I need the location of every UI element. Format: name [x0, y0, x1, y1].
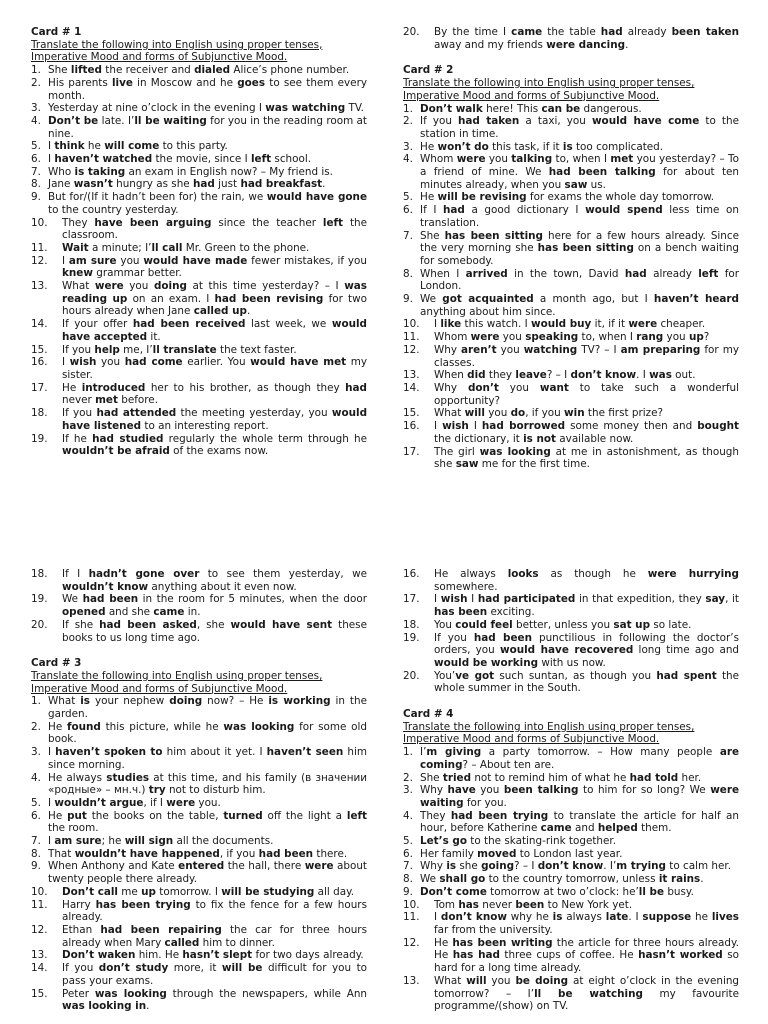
- exercise-number: 9.: [403, 293, 413, 306]
- exercise-number: 11.: [31, 241, 48, 254]
- exercise-text: I am sure; he will sign all the documents.: [48, 835, 274, 848]
- exercise-number: 13.: [31, 280, 48, 293]
- exercise-item: [31, 178, 367, 191]
- card-instruction: Translate the following into English using proper tenses, Imperative Mood and forms of Subjunctive Mood.: [403, 720, 695, 746]
- exercise-number: 7.: [31, 165, 41, 178]
- exercise-text: Yesterday at nine o’clock in the evening I was watching TV.: [48, 102, 364, 115]
- exercise-number: 8.: [31, 847, 41, 860]
- exercise-item: [403, 26, 739, 51]
- exercise-item: [31, 382, 367, 407]
- exercise-item: [403, 886, 739, 899]
- exercise-text: Don’t be late. I’ll be waiting for you in the reading room at nine.: [48, 114, 367, 140]
- exercise-text: We got acquainted a month ago, but I haven’t heard anything about him since.: [420, 293, 739, 318]
- exercise-number: 14.: [403, 381, 420, 394]
- card-title: Card # 2: [403, 64, 454, 77]
- card-instruction: Translate the following into English using proper tenses, Imperative Mood and forms of Subjunctive Mood.: [31, 669, 323, 695]
- exercise-item: [31, 695, 367, 720]
- exercise-text: You’ve got such suntan, as though you had spent the whole summer in the South.: [434, 669, 740, 695]
- exercise-number: 18.: [31, 568, 48, 580]
- exercise-number: 4.: [403, 153, 413, 166]
- exercise-number: 8.: [403, 873, 413, 886]
- exercise-number: 5.: [403, 191, 413, 204]
- exercise-list: [31, 568, 367, 644]
- exercise-text: By the time I came the table had already been taken away and my friends were dancing.: [434, 26, 739, 51]
- exercise-text: He will be revising for exams the whole day tomorrow.: [420, 191, 715, 204]
- exercise-number: 17.: [31, 381, 48, 394]
- exercise-item: [403, 848, 739, 861]
- exercise-text: He found this picture, while he was looking for some old book.: [48, 720, 367, 746]
- exercise-number: 9.: [31, 860, 41, 873]
- exercise-item: [31, 721, 367, 746]
- exercise-item: [403, 911, 739, 936]
- exercise-text: If you had taken a taxi, you would have come to the station in time.: [420, 115, 739, 140]
- exercise-number: 3.: [31, 102, 41, 115]
- exercise-text: If he had studied regularly the whole term through he wouldn’t be afraid of the exams now.: [62, 432, 368, 458]
- exercise-item: [31, 242, 367, 255]
- exercise-text: Why don’t you want to take such a wonderful opportunity?: [434, 381, 739, 407]
- exercise-item: [31, 899, 367, 924]
- exercise-number: 5.: [403, 835, 413, 848]
- exercise-item: [403, 369, 739, 382]
- exercise-number: 14.: [31, 318, 48, 331]
- exercise-number: 11.: [403, 331, 420, 344]
- exercise-text: We had been in the room for 5 minutes, when the door opened and she came in.: [62, 593, 367, 619]
- exercise-text: If you had attended the meeting yesterday, you would have listened to an interesting report.: [62, 407, 368, 432]
- exercise-item: [31, 356, 367, 381]
- card-title: Card # 4: [403, 708, 454, 721]
- exercise-item: [403, 835, 739, 848]
- exercise-number: 12.: [31, 254, 48, 267]
- exercise-number: 4.: [403, 809, 413, 822]
- exercise-number: 10.: [403, 898, 420, 911]
- exercise-number: 10.: [31, 216, 48, 229]
- exercise-item: [403, 153, 739, 191]
- exercise-text: If she had been asked, she would have sent these books to us long time ago.: [62, 618, 367, 644]
- exercise-text: I wish you had come earlier. You would have met my sister.: [62, 356, 368, 381]
- exercise-item: [31, 191, 367, 216]
- exercise-item: [31, 280, 367, 318]
- exercise-item: [31, 433, 367, 458]
- exercise-item: [31, 886, 367, 899]
- exercise-text: Her family moved to London last year.: [420, 847, 623, 860]
- column-bottom-left: [31, 568, 367, 1013]
- exercise-item: [403, 446, 739, 471]
- exercise-text: His parents live in Moscow and he goes to see them every month.: [48, 76, 367, 102]
- exercise-item: [31, 407, 367, 432]
- exercise-text: If your offer had been received last week, we would have accepted it.: [62, 318, 367, 343]
- exercise-item: [31, 835, 367, 848]
- exercise-item: [403, 899, 739, 912]
- column-top-right: [403, 26, 739, 471]
- exercise-number: 9.: [403, 885, 413, 898]
- exercise-item: [403, 937, 739, 975]
- exercise-item: [403, 860, 739, 873]
- exercise-number: 16.: [403, 568, 420, 580]
- exercise-text: Let’s go to the skating-rink together.: [420, 835, 617, 848]
- exercise-number: 13.: [31, 949, 48, 962]
- block-gap: [403, 695, 739, 708]
- exercise-text: They had been trying to translate the article for half an hour, before Katherine came and helped them.: [420, 809, 739, 835]
- exercise-text: Whom were you speaking to, when I rang you up?: [434, 331, 710, 344]
- exercise-item: [31, 102, 367, 115]
- exercise-text: Don’t waken him. He hasn’t slept for two days already.: [62, 949, 364, 962]
- exercise-number: 20.: [403, 26, 420, 38]
- exercise-text: I wish I had participated in that expedition, they say, it has been exciting.: [434, 593, 739, 619]
- exercise-text: If I hadn’t gone over to see them yesterday, we wouldn’t know anything about it even now.: [62, 568, 367, 593]
- exercise-number: 16.: [403, 420, 420, 433]
- exercise-text: I haven’t spoken to him about it yet. I haven’t seen him since morning.: [48, 746, 367, 771]
- exercise-text: Why aren’t you watching TV? – I am preparing for my classes.: [434, 343, 739, 369]
- exercise-item: [31, 949, 367, 962]
- exercise-list: [403, 568, 739, 695]
- exercise-item: [31, 153, 367, 166]
- exercise-number: 2.: [403, 115, 413, 128]
- card-instruction: Translate the following into English using proper tenses, Imperative Mood and forms of Subjunctive Mood.: [403, 77, 695, 102]
- exercise-item: [403, 268, 739, 293]
- exercise-text: I haven’t watched the movie, since I left school.: [48, 153, 312, 166]
- exercise-text: When I arrived in the town, David had already left for London.: [420, 267, 740, 293]
- exercise-text: Don’t walk here! This can be dangerous.: [420, 102, 642, 115]
- exercise-item: [403, 344, 739, 369]
- exercise-number: 7.: [31, 835, 41, 848]
- exercise-text: When did they leave? – I don’t know. I was out.: [434, 369, 696, 382]
- exercise-text: What were you doing at this time yesterday? – I was reading up on an exam. I had been revising for two hours already when Jane called up.: [62, 280, 367, 318]
- exercise-text: But for/(If it hadn’t been for) the rain, we would have gone to the country yesterday.: [48, 191, 367, 216]
- exercise-text: What will you do, if you win the first prize?: [434, 407, 663, 420]
- block-gap: [403, 51, 739, 64]
- exercise-number: 1.: [403, 102, 413, 115]
- exercise-item: [403, 619, 739, 632]
- exercise-item: [31, 593, 367, 618]
- card-title: Card # 3: [31, 657, 82, 670]
- exercise-number: 1.: [31, 64, 41, 77]
- exercise-text: He always studies at this time, and his family (в значении «родные» – мн.ч.) try not to disturb him.: [48, 771, 367, 797]
- exercise-text: If I had a good dictionary I would spend less time on translation.: [420, 204, 739, 229]
- exercise-item: [31, 77, 367, 102]
- exercise-item: [403, 407, 739, 420]
- exercise-item: [403, 568, 739, 593]
- exercise-number: 6.: [31, 153, 41, 166]
- exercise-item: [31, 255, 367, 280]
- exercise-text: He introduced her to his brother, as though they had never met before.: [62, 381, 367, 407]
- exercise-text: I wouldn’t argue, if I were you.: [48, 796, 221, 809]
- exercise-item: [403, 230, 739, 268]
- exercise-text: Don’t call me up tomorrow. I will be studying all day.: [62, 885, 355, 898]
- exercise-item: [31, 860, 367, 885]
- exercise-item: [31, 140, 367, 153]
- exercise-number: 7.: [403, 860, 413, 873]
- exercise-number: 19.: [31, 593, 48, 606]
- exercise-number: 7.: [403, 229, 413, 242]
- exercise-number: 11.: [403, 911, 420, 924]
- exercise-number: 12.: [31, 923, 48, 936]
- block-gap: [31, 644, 367, 657]
- exercise-number: 17.: [403, 593, 420, 606]
- exercise-list: [403, 103, 739, 471]
- exercise-text: When Anthony and Kate entered the hall, there were about twenty people there already.: [48, 860, 367, 886]
- card-title: Card # 1: [31, 26, 82, 38]
- exercise-text: He put the books on the table, turned off the light a left the room.: [48, 809, 368, 835]
- exercise-item: [403, 331, 739, 344]
- exercise-item: [403, 318, 739, 331]
- exercise-number: 1.: [403, 746, 413, 759]
- exercise-number: 12.: [403, 936, 420, 949]
- exercise-text: Peter was looking through the newspapers, while Ann was looking in.: [62, 987, 367, 1013]
- exercise-number: 6.: [403, 847, 413, 860]
- exercise-item: [31, 217, 367, 242]
- exercise-text: I wish I had borrowed some money then and bought the dictionary, it is not available now.: [434, 420, 740, 445]
- exercise-number: 18.: [31, 407, 48, 420]
- exercise-item: [403, 204, 739, 229]
- exercise-text: I think he will come to this party.: [48, 140, 228, 153]
- exercise-text: He has been writing the article for three hours already. He has had three cups of coffee. He hasn’t worked so hard for a long time already.: [434, 936, 739, 975]
- exercise-number: 15.: [31, 987, 48, 1000]
- exercise-number: 5.: [31, 140, 41, 153]
- exercise-item: [31, 318, 367, 343]
- exercise-number: 16.: [31, 356, 48, 369]
- exercise-item: [403, 382, 739, 407]
- exercise-number: 18.: [403, 618, 420, 631]
- exercise-number: 2.: [31, 76, 41, 89]
- exercise-text: What will you be doing at eight o’clock in the evening tomorrow? – I’ll be watching my favourite programme/(show) on TV.: [434, 974, 740, 1013]
- exercise-text: Who is taking an exam in English now? – My friend is.: [48, 165, 333, 178]
- exercise-text: He always looks as though he were hurrying somewhere.: [434, 568, 739, 593]
- exercise-item: [31, 115, 367, 140]
- exercise-item: [31, 166, 367, 179]
- exercise-number: 20.: [403, 669, 420, 682]
- exercise-number: 1.: [31, 695, 41, 708]
- exercise-text: I am sure you would have made fewer mistakes, if you knew grammar better.: [62, 254, 367, 280]
- exercise-number: 8.: [403, 267, 413, 280]
- exercise-item: [403, 975, 739, 1013]
- exercise-number: 3.: [403, 784, 413, 797]
- exercise-text: Ethan had been repairing the car for three hours already when Mary called him to dinner.: [62, 923, 367, 949]
- exercise-item: [31, 797, 367, 810]
- exercise-item: [403, 810, 739, 835]
- exercise-text: I don’t know why he is always late. I suppose he lives far from the university.: [434, 911, 739, 936]
- exercise-text: Harry has been trying to fix the fence for a few hours already.: [62, 898, 367, 924]
- exercise-number: 2.: [31, 720, 41, 733]
- exercise-item: [403, 593, 739, 618]
- exercise-text: Why have you been talking to him for so long? We were waiting for you.: [420, 784, 740, 809]
- exercise-item: [403, 141, 739, 154]
- exercise-list: [403, 746, 739, 1013]
- exercise-text: Wait a minute; I’ll call Mr. Green to the phone.: [62, 241, 310, 254]
- exercise-number: 8.: [31, 178, 41, 191]
- exercise-item: [403, 420, 739, 445]
- exercise-number: 20.: [31, 618, 48, 631]
- exercise-text: We shall go to the country tomorrow, unless it rains.: [420, 873, 704, 886]
- exercise-number: 15.: [31, 343, 48, 356]
- exercise-item: [31, 988, 367, 1013]
- exercise-text: I like this watch. I would buy it, if it were cheaper.: [434, 318, 706, 331]
- exercise-text: She has been sitting here for a few hours already. Since the very morning she has been sitting on a bench waiting for somebody.: [420, 229, 740, 267]
- exercise-item: [403, 772, 739, 785]
- exercise-item: [31, 772, 367, 797]
- exercise-text: If you don’t study more, it will be difficult for you to pass your exams.: [62, 962, 368, 987]
- exercise-number: 4.: [31, 771, 41, 784]
- exercise-number: 12.: [403, 343, 420, 356]
- column-bottom-right: [403, 568, 739, 1013]
- exercise-text: Don’t come tomorrow at two o’clock: he’ll be busy.: [420, 885, 694, 898]
- exercise-number: 10.: [31, 885, 48, 898]
- exercise-text: Tom has never been to New York yet.: [434, 898, 633, 911]
- exercise-text: She tried not to remind him of what he had told her.: [420, 771, 702, 784]
- exercise-item: [31, 848, 367, 861]
- exercise-item: [403, 632, 739, 670]
- exercise-item: [31, 810, 367, 835]
- exercise-item: [403, 873, 739, 886]
- exercise-text: She lifted the receiver and dialed Alice’s phone number.: [48, 64, 350, 77]
- exercise-number: 2.: [403, 771, 413, 784]
- exercise-text: What is your nephew doing now? – He is working in the garden.: [48, 695, 367, 721]
- exercise-number: 19.: [403, 631, 420, 644]
- card-instruction: Translate the following into English using proper tenses, Imperative Mood and forms of Subjunctive Mood.: [31, 38, 323, 64]
- exercise-list: [31, 64, 367, 458]
- exercise-number: 3.: [31, 746, 41, 759]
- exercise-number: 6.: [31, 809, 41, 822]
- exercise-number: 6.: [403, 204, 413, 217]
- exercise-item: [403, 191, 739, 204]
- exercise-text: That wouldn’t have happened, if you had been there.: [48, 847, 348, 860]
- exercise-text: Whom were you talking to, when I met you yesterday? – To a friend of mine. We had been talking for about ten minutes already, when you saw us.: [420, 153, 740, 191]
- exercise-item: [31, 924, 367, 949]
- exercise-item: [403, 746, 739, 771]
- exercise-item: [403, 293, 739, 318]
- exercise-text: If you help me, I’ll translate the text faster.: [62, 343, 297, 356]
- exercise-text: He won’t do this task, if it is too complicated.: [420, 140, 664, 153]
- exercise-item: [403, 103, 739, 116]
- exercise-item: [403, 784, 739, 809]
- exercise-item: [31, 619, 367, 644]
- exercise-text: I’m giving a party tomorrow. – How many people are coming? – About ten are.: [420, 746, 739, 771]
- exercise-item: [31, 746, 367, 771]
- exercise-text: You could feel better, unless you sat up so late.: [434, 618, 692, 631]
- exercise-number: 11.: [31, 898, 48, 911]
- exercise-item: [31, 568, 367, 593]
- exercise-number: 4.: [31, 114, 41, 127]
- exercise-item: [31, 344, 367, 357]
- exercise-item: [31, 64, 367, 77]
- column-top-left: [31, 26, 367, 458]
- exercise-item: [403, 670, 739, 695]
- exercise-number: 14.: [31, 962, 48, 975]
- exercise-text: If you had been punctilious in following the doctor’s orders, you would have recovered long time ago and would be working with us now.: [434, 631, 740, 669]
- exercise-list: [403, 26, 739, 51]
- exercise-number: 13.: [403, 369, 420, 382]
- exercise-number: 19.: [31, 432, 48, 445]
- exercise-number: 10.: [403, 318, 420, 331]
- exercise-list: [31, 695, 367, 1013]
- exercise-text: The girl was looking at me in astonishment, as though she saw me for the first time.: [434, 445, 739, 471]
- exercise-item: [31, 962, 367, 987]
- exercise-number: 9.: [31, 191, 41, 204]
- exercise-number: 15.: [403, 407, 420, 420]
- exercise-text: Why is she going? – I don’t know. I’m trying to calm her.: [420, 860, 732, 873]
- exercise-number: 5.: [31, 796, 41, 809]
- exercise-item: [403, 115, 739, 140]
- exercise-number: 13.: [403, 974, 420, 987]
- exercise-text: Jane wasn’t hungry as she had just had breakfast.: [48, 178, 326, 191]
- exercise-number: 3.: [403, 140, 413, 153]
- exercise-number: 17.: [403, 445, 420, 458]
- exercise-text: They have been arguing since the teacher left the classroom.: [62, 216, 368, 242]
